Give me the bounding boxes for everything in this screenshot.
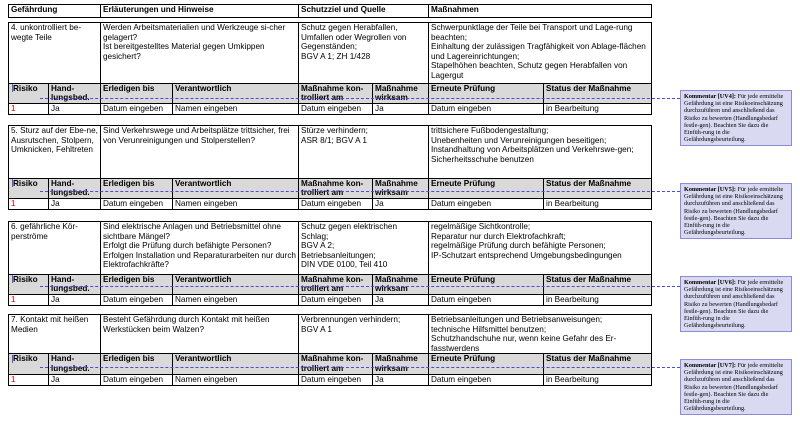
risk-header-handlungsbed: Hand-lungsbed. (49, 83, 101, 103)
comment-connector-line (40, 367, 680, 368)
risk-header-pruefung: Erneute Prüfung (429, 83, 544, 103)
pruefung-field[interactable]: Datum eingeben (429, 374, 544, 385)
risk-header-risiko: Risiko (9, 274, 49, 294)
comment-connector-line (40, 286, 680, 287)
header-table (8, 4, 652, 18)
kontrolliert-field[interactable]: Datum eingeben (299, 198, 373, 209)
risk-header-status: Status der Maßnahme (544, 178, 652, 198)
header-erlaeuterungen: Erläuterungen und Hinweise (101, 5, 299, 18)
hazard-measures[interactable]: regelmäßige Sichtkontrolle; Reparatur nur durch Elektrofachkraft; regelmäßige Prüfung durch befähigte Personen; IP-Schutzart entsprechend Umgebungsbedingungen (429, 222, 652, 274)
risk-header-kontrolliert: Maßnahme kon-trolliert am (299, 354, 373, 374)
comment-text: Für jede ermittelte Gefährdung ist eine Risikoeinschätzung durchzuführen und anschließend das Risiko zu bewerten (Handlungsbedarf festle-gen). Beachten Sie dazu die Einfüh-rung in die Gefährdungsbeurteilung. (684, 186, 784, 237)
comment-text: Für jede ermittelte Gefährdung ist eine Risikoeinschätzung durchzuführen und anschließend das Risiko zu bewerten (Handlungsbedarf festle-gen). Beachten Sie dazu die Einfüh-rung in die Gefährdungsbeurteilung. (684, 93, 784, 144)
handlungsbed-value[interactable]: Ja (49, 103, 101, 114)
hazard-explanation[interactable]: Besteht Gefährdung durch Kontakt mit heißen Werkstücken beim Walzen? (101, 315, 299, 354)
risk-header-status: Status der Maßnahme (544, 274, 652, 294)
comment-label: Kommentar [UV5]: (684, 186, 736, 193)
risk-value[interactable]: 1 (9, 103, 49, 114)
hazard-section (8, 314, 652, 386)
hazard-name: 6. gefährliche Kör-perströme (9, 222, 101, 274)
hazard-explanation[interactable]: Sind elektrische Anlagen und Betriebsmittel ohne sichtbare Mängel? Erfolgt die Prüfung durch befähigte Personen? Erfolgen Installation und Reparaturarbeiten nur durch Elektrofachkräfte? (101, 222, 299, 274)
erledigen-field[interactable]: Datum eingeben (101, 198, 173, 209)
comment-connector-line (40, 191, 680, 192)
risk-header-status: Status der Maßnahme (544, 354, 652, 374)
hazard-protection-goal[interactable]: Stürze verhindern; ASR 8/1; BGV A 1 (299, 126, 429, 178)
hazard-protection-goal[interactable]: Schutz gegen elektrischen Schlag; BGV A 2; Betriebsanleitungen; DIN VDE 0100, Teil 410 (299, 222, 429, 274)
comment-balloon[interactable] (680, 90, 792, 146)
header-schutzziel: Schutzziel und Quelle (299, 5, 429, 18)
risk-header-pruefung: Erneute Prüfung (429, 178, 544, 198)
hazard-name: 4. unkontrolliert be-wegte Teile (9, 23, 101, 83)
comment-label: Kommentar [UV4]: (684, 93, 736, 100)
risk-value[interactable]: 1 (9, 294, 49, 305)
risk-header-risiko: Risiko (9, 178, 49, 198)
risk-value[interactable]: 1 (9, 198, 49, 209)
erledigen-field[interactable]: Datum eingeben (101, 374, 173, 385)
risk-header-wirksam: Maßnahme wirksam (373, 274, 429, 294)
comment-label: Kommentar [UV7]: (684, 362, 736, 369)
hazard-protection-goal[interactable]: Schutz gegen Herabfallen, Umfallen oder Wegrollen von Gegenständen; BGV A 1; ZH 1/428 (299, 23, 429, 83)
risk-header-kontrolliert: Maßnahme kon-trolliert am (299, 178, 373, 198)
handlungsbed-value[interactable]: Ja (49, 374, 101, 385)
verantwortlich-field[interactable]: Namen eingeben (173, 198, 299, 209)
risk-header-erledigen: Erledigen bis (101, 354, 173, 374)
kontrolliert-field[interactable]: Datum eingeben (299, 374, 373, 385)
risk-header-pruefung: Erneute Prüfung (429, 274, 544, 294)
hazard-protection-goal[interactable]: Verbrennungen verhindern; BGV A 1 (299, 315, 429, 354)
risk-header-kontrolliert: Maßnahme kon-trolliert am (299, 274, 373, 294)
risk-header-status: Status der Maßnahme (544, 83, 652, 103)
risk-header-erledigen: Erledigen bis (101, 83, 173, 103)
risk-table (8, 178, 652, 210)
header-massnahmen: Maßnahmen (429, 5, 652, 18)
comment-text: Für jede ermittelte Gefährdung ist eine Risikoeinschätzung durchzuführen und anschließend das Risiko zu bewerten (Handlungsbedarf festle-gen). Beachten Sie dazu die Einfüh-rung in die Gefährdungsbeurteilung. (684, 279, 784, 330)
hazard-measures[interactable]: Schwerpunktlage der Teile bei Transport und Lage-rung beachten; Einhaltung der zulässigen Tragfähigkeit von Ablage-flächen und Lagereinrichtungen; Stapelhöhen beachten, Schutz gegen Herabfallen von Lagergut (429, 23, 652, 83)
risk-header-kontrolliert: Maßnahme kon-trolliert am (299, 83, 373, 103)
risk-header-verantwortlich: Verantwortlich (173, 178, 299, 198)
hazard-main-table (8, 221, 652, 274)
hazard-explanation[interactable]: Sind Verkehrswege und Arbeitsplätze trittsicher, frei von Verunreinigungen und Stolperstellen? (101, 126, 299, 178)
risk-header-handlungsbed: Hand-lungsbed. (49, 274, 101, 294)
risk-header-pruefung: Erneute Prüfung (429, 354, 544, 374)
verantwortlich-field[interactable]: Namen eingeben (173, 103, 299, 114)
comment-label: Kommentar [UV6]: (684, 279, 736, 286)
hazard-section (8, 221, 652, 306)
kontrolliert-field[interactable]: Datum eingeben (299, 103, 373, 114)
hazard-measures[interactable]: Betriebsanleitungen und Betriebsanweisungen; technische Hilfsmittel benutzen; Schutzhandschuhe nur, wenn keine Gefahr des Er-fasstwerdens (429, 315, 652, 354)
risk-header-erledigen: Erledigen bis (101, 178, 173, 198)
risk-header-risiko: Risiko (9, 354, 49, 374)
hazard-name: 7. Kontakt mit heißen Medien (9, 315, 101, 354)
risk-header-handlungsbed: Hand-lungsbed. (49, 178, 101, 198)
pruefung-field[interactable]: Datum eingeben (429, 294, 544, 305)
risk-table (8, 353, 652, 385)
wirksam-value[interactable]: Ja (373, 294, 429, 305)
comment-balloon[interactable] (680, 359, 792, 415)
handlungsbed-value[interactable]: Ja (49, 198, 101, 209)
pruefung-field[interactable]: Datum eingeben (429, 198, 544, 209)
status-value[interactable]: in Bearbeitung (544, 294, 652, 305)
risk-header-verantwortlich: Verantwortlich (173, 354, 299, 374)
hazard-main-table (8, 314, 652, 353)
pruefung-field[interactable]: Datum eingeben (429, 103, 544, 114)
wirksam-value[interactable]: Ja (373, 374, 429, 385)
header-gefaehrdung: Gefährdung (9, 5, 101, 18)
verantwortlich-field[interactable]: Namen eingeben (173, 294, 299, 305)
verantwortlich-field[interactable]: Namen eingeben (173, 374, 299, 385)
comment-balloon[interactable] (680, 183, 792, 239)
comment-balloon[interactable] (680, 276, 792, 332)
risk-header-verantwortlich: Verantwortlich (173, 274, 299, 294)
risk-table (8, 274, 652, 306)
document (8, 4, 651, 384)
risk-header-risiko: Risiko (9, 83, 49, 103)
hazard-explanation[interactable]: Werden Arbeitsmaterialien und Werkzeuge si-cher gelagert? Ist bereitgestelltes Material gegen Umkippen gesichert? (101, 23, 299, 83)
erledigen-field[interactable]: Datum eingeben (101, 103, 173, 114)
erledigen-field[interactable]: Datum eingeben (101, 294, 173, 305)
handlungsbed-value[interactable]: Ja (49, 294, 101, 305)
risk-header-handlungsbed: Hand-lungsbed. (49, 354, 101, 374)
status-value[interactable]: in Bearbeitung (544, 103, 652, 114)
status-value[interactable]: in Bearbeitung (544, 374, 652, 385)
risk-header-erledigen: Erledigen bis (101, 274, 173, 294)
wirksam-value[interactable]: Ja (373, 103, 429, 114)
hazard-section (8, 22, 652, 115)
risk-value[interactable]: 1 (9, 374, 49, 385)
hazard-measures[interactable]: trittsichere Fußbodengestaltung; Unebenheiten und Verunreinigungen beseitigen; Instandhaltung von Arbeitsplätzen und Verkehrswe-gen; Sicherheitsschuhe benutzen (429, 126, 652, 178)
kontrolliert-field[interactable]: Datum eingeben (299, 294, 373, 305)
hazard-main-table (8, 125, 652, 178)
hazard-section (8, 125, 652, 210)
risk-header-wirksam: Maßnahme wirksam (373, 354, 429, 374)
wirksam-value[interactable]: Ja (373, 198, 429, 209)
status-value[interactable]: in Bearbeitung (544, 198, 652, 209)
risk-header-wirksam: Maßnahme wirksam (373, 83, 429, 103)
hazard-name: 5. Sturz auf der Ebe-ne, Ausrutschen, Stolpern, Umknicken, Fehltreten (9, 126, 101, 178)
risk-header-verantwortlich: Verantwortlich (173, 83, 299, 103)
comment-text: Für jede ermittelte Gefährdung ist eine Risikoeinschätzung durchzuführen und anschließend das Risiko zu bewerten (Handlungsbedarf festle-gen). Beachten Sie dazu die Einfüh-rung in die Gefährdungsbeurteilung. (684, 362, 784, 413)
risk-header-wirksam: Maßnahme wirksam (373, 178, 429, 198)
hazard-main-table (8, 22, 652, 83)
comment-connector-line (40, 98, 680, 99)
